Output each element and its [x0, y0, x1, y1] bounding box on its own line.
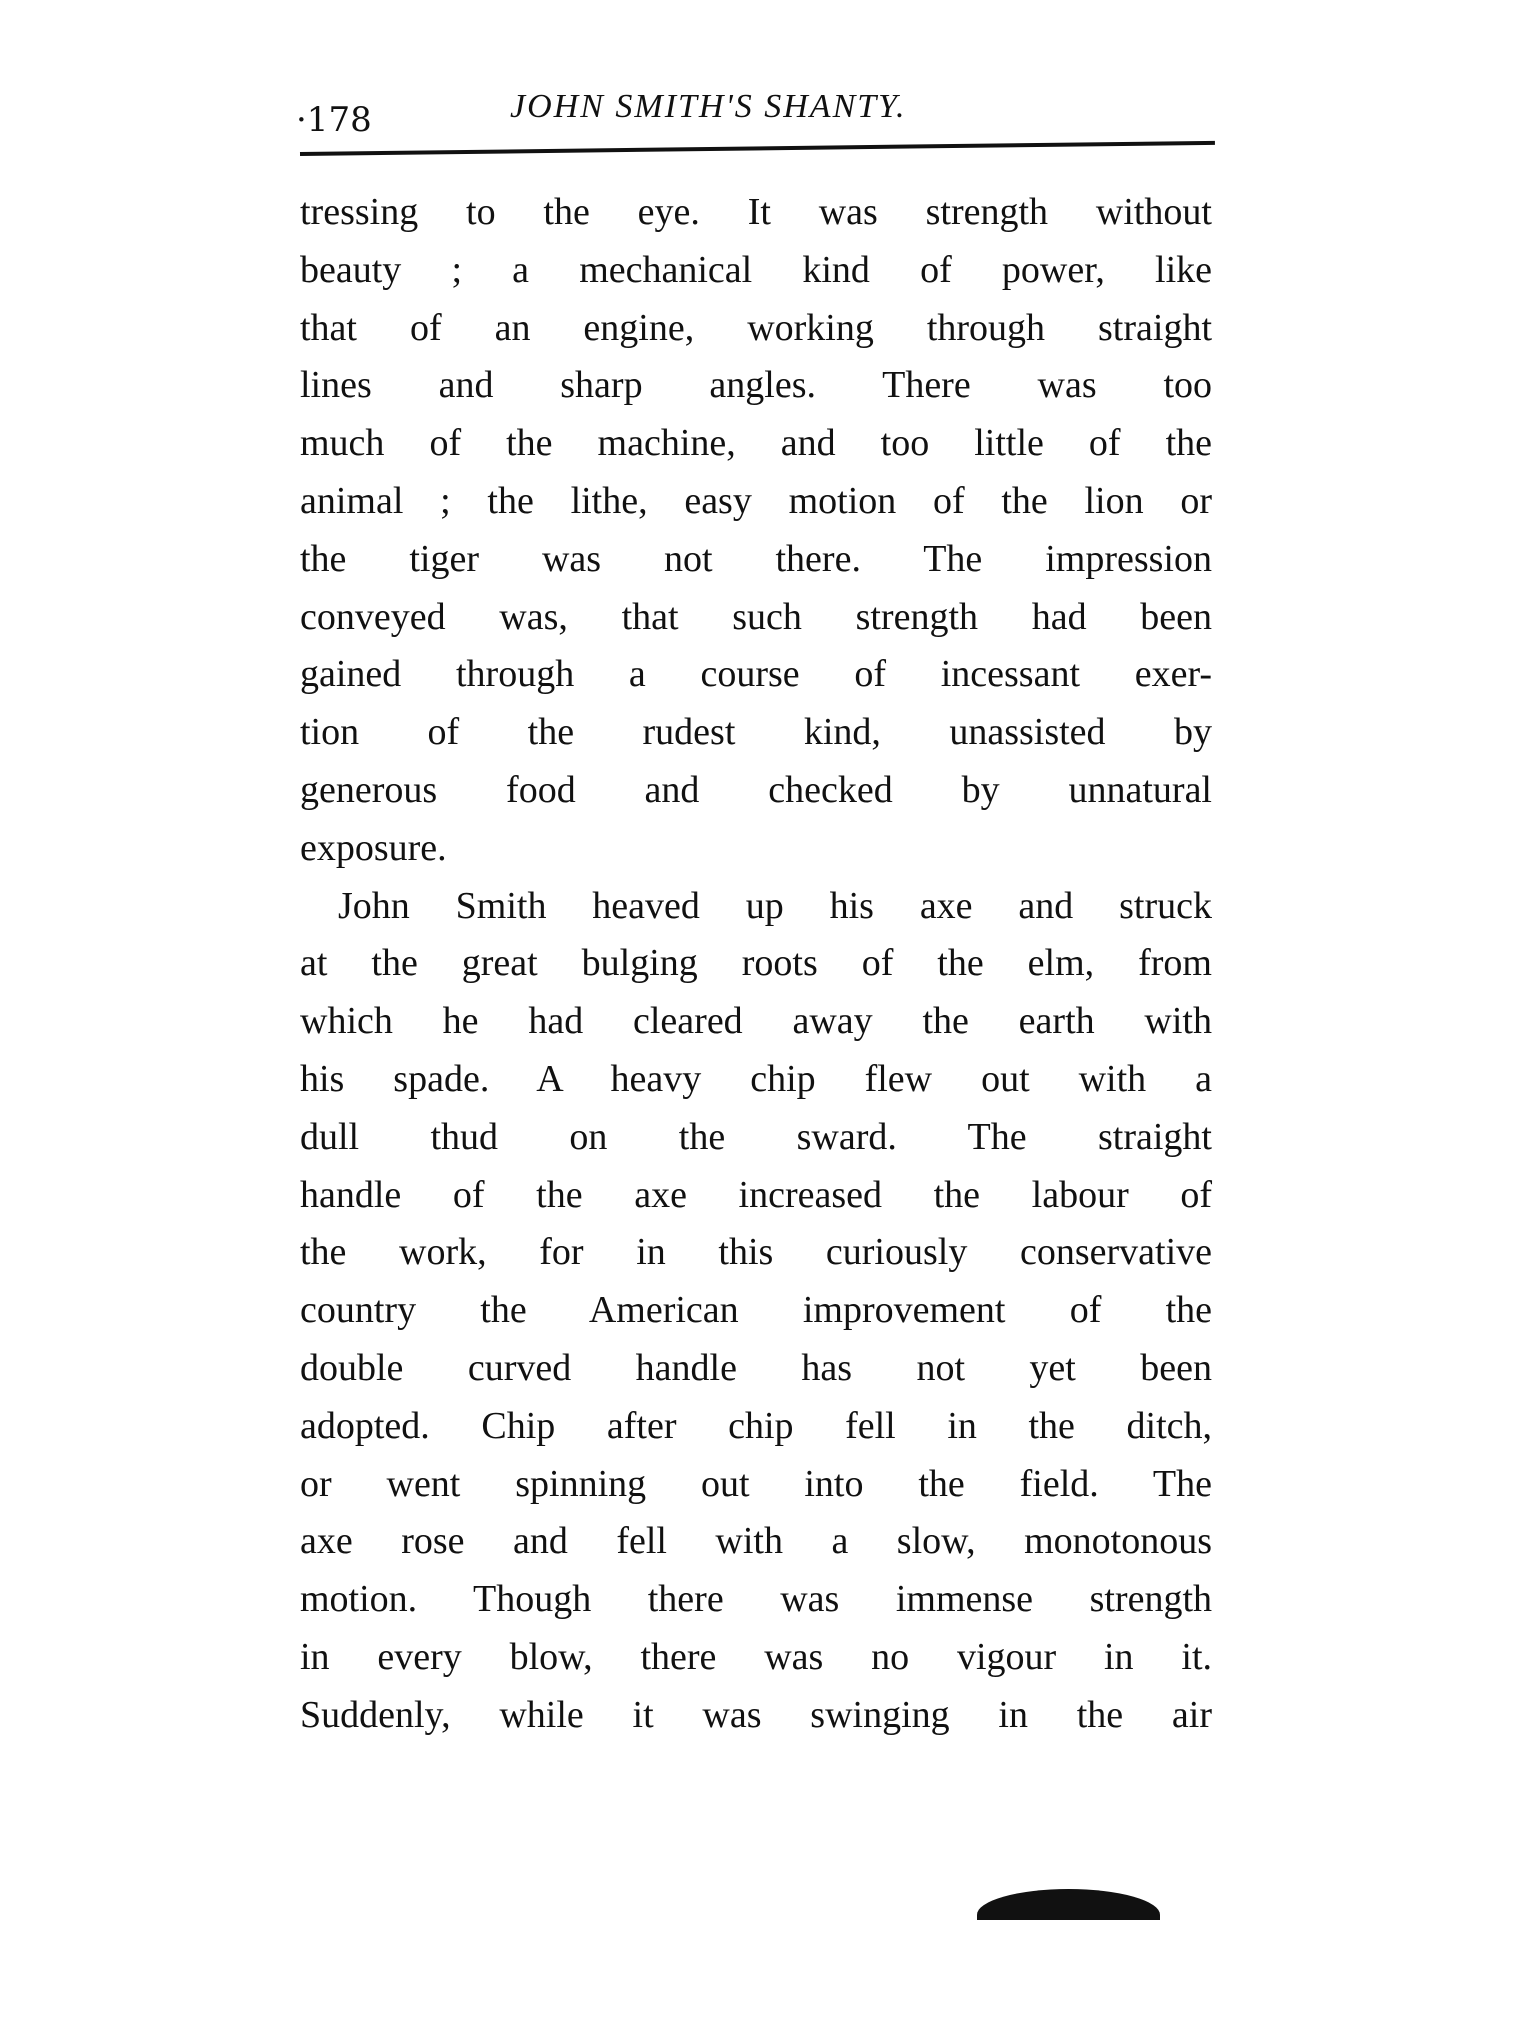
text-line: double curved handle has not yet been [300, 1346, 1212, 1389]
text-line: lines and sharp angles. There was too [300, 364, 1212, 407]
text-line: or went spinning out into the field. The [300, 1462, 1212, 1505]
text-line: dull thud on the sward. The straight [300, 1115, 1212, 1158]
text-line: gained through a course of incessant exer- [300, 653, 1212, 696]
page-body [300, 184, 1212, 1745]
text-line: animal ; the lithe, easy motion of the lion or [300, 479, 1212, 522]
text-line: beauty ; a mechanical kind of power, like [300, 248, 1212, 291]
text-line: much of the machine, and too little of the [300, 422, 1212, 465]
text-line: exposure. [300, 826, 447, 869]
text-line: Suddenly, while it was swinging in the air [300, 1693, 1212, 1736]
page-number: ·178 [296, 100, 372, 140]
ink-blot [977, 1889, 1160, 1920]
text-line: handle of the axe increased the labour of [300, 1173, 1212, 1216]
text-line: axe rose and fell with a slow, monotonous [300, 1520, 1212, 1563]
text-line: the work, for in this curiously conservative [300, 1231, 1212, 1274]
text-line: tressing to the eye. It was strength without [300, 191, 1212, 233]
text-line: tion of the rudest kind, unassisted by [300, 711, 1212, 754]
running-title: JOHN SMITH'S SHANTY. [510, 88, 907, 125]
text-line: adopted. Chip after chip fell in the ditch, [300, 1404, 1212, 1447]
text-line: his spade. A heavy chip flew out with a [300, 1057, 1212, 1100]
text-line: at the great bulging roots of the elm, from [300, 942, 1212, 985]
text-line: generous food and checked by unnatural [300, 768, 1212, 811]
text-line: which he had cleared away the earth with [300, 1000, 1212, 1043]
text-line: John Smith heaved up his axe and struck [338, 884, 1212, 927]
text-line: conveyed was, that such strength had been [300, 595, 1212, 638]
text-line: in every blow, there was no vigour in it. [300, 1635, 1212, 1678]
text-line: the tiger was not there. The impression [300, 537, 1212, 580]
text-line: country the American improvement of the [300, 1289, 1212, 1332]
header-rule [300, 141, 1215, 156]
text-line: that of an engine, working through straight [300, 306, 1212, 349]
text-line: motion. Though there was immense strength [300, 1578, 1212, 1621]
